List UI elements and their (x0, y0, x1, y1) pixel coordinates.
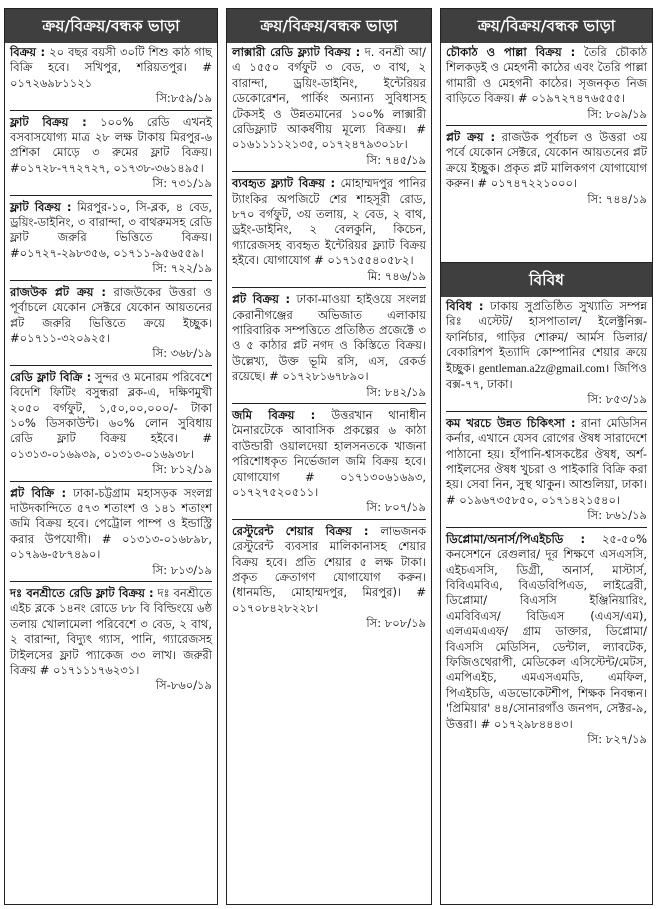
ad-body: ২০ বছর বয়সী ৩০টি শিশু কাঠ গাছ বিক্রি হবে। সখিপুর, শরিয়তপুর। # ০১৭২৬৯৮১১২১ (10, 45, 212, 90)
classified-ad (232, 524, 426, 635)
ad-title: লাক্সারী রেডি ফ্ল্যাট বিক্রয় : (232, 45, 361, 59)
ads-list (227, 43, 431, 635)
ad-ref: সি: ৭৪৪/১৯ (587, 191, 647, 206)
ad-ref: মি: ৭৪৬/১৯ (232, 269, 426, 288)
classified-ad (10, 370, 212, 482)
ad-ref: সি-৮৬০/১৯ (155, 678, 212, 693)
ad-text (10, 586, 212, 678)
ad-ref: সি: ৮১৩/১৯ (10, 563, 212, 582)
ad-text (10, 115, 212, 177)
ad-title: প্লট বিক্রয় : (232, 292, 291, 307)
ad-text (446, 416, 647, 508)
ad-text (446, 299, 647, 392)
column-1 (4, 8, 218, 905)
ad-body: মিরপুর-১০, সি-ব্লক, ৪ বেড, ড্রয়িং-ডাইনিং, ৩ বারান্দা, ৩ বাথরুমসহ রেডি ফ্লাট জরুরি ভিত্তিতে বিক্রয়। #০১৭২৭-২৯৮৩৫৬, ০১৭১১-৯৫৬৫৫৯। (10, 199, 213, 260)
ad-ref: সি: ৮০৯/১৯ (446, 107, 647, 126)
ad-text (232, 292, 426, 384)
classified-ad (10, 586, 212, 697)
ad-ref: সি: ৭৩১/১৯ (10, 176, 212, 195)
ad-title: রাজউক প্লট ক্রয় : (10, 284, 106, 299)
ad-body-cont: জিপিও বক্স-৭৭, ঢাকা। (446, 360, 647, 392)
classified-ad (232, 45, 426, 172)
ad-title: কম খরচে উন্নত চিকিৎসা : (446, 415, 576, 430)
column-3 (440, 8, 653, 288)
ad-ref: সি:৮৫৯/১৯ (10, 91, 212, 110)
ad-body: ঢাকা-মাওয়া হাইওয়ে সংলগ্ন কেরানীগঞ্জের অভিজাত এলাকায় পারিবারিক সম্পত্তিতে প্রতিষ্ঠিত প্রজেক্টে ৩ ও ৫ কাঠার প্লট নগদ ও কিস্তিতে বিক্রয়। উল্লেখ্য, উক্ত ভূমি রসি, এস, রেকর্ড রয়েছে। # ০১৭২৮১৬৭৮৯০। (232, 292, 427, 384)
ad-ref: সি: ৮৫৩/১৯ (446, 392, 647, 411)
ad-body: ১০০% রেডি এখনই বসবাসযোগ্য মাত্র ২৮ লক্ষ টাকায় মিরপুর-৬ প্রশিকা মোড়ে ৩ রুমের ফ্লাট বিক্রয়। #০১৭২৮-৭৭২৭২৭, ০১৭৩৮-৩৬১৪৯৫। (10, 114, 212, 175)
ad-body: রানা মেডিসিন কর্নার, এখানে যেসব রোগের ঔষধ সারাদেশে পাঠানো হয়। হাঁপানি-শ্বাসকষ্টের ঔষধ, অর্শ-পাইলসের ঔষধ খুচরা ও পাইকারি বিক্রি করা হয়। সেবা নিন, সুস্থ থাকুন। আশুলিয়া, ঢাকা। # ০১৯৬৭৩৫৮৫০, ০১৭১৪২১৫৪০। (446, 415, 647, 507)
ads-list (441, 43, 652, 210)
ad-text (232, 408, 426, 500)
ad-ref: সি: ৮০৮/১৯ (366, 616, 426, 631)
classified-ad (232, 292, 426, 404)
ad-text (232, 176, 426, 268)
ad-title: দঃ বনশ্রীতে রেডি ফ্লাট বিক্রয় : (10, 586, 154, 600)
ads-list (5, 43, 217, 697)
ad-body: রাজউক পূর্বাচল ও উত্তরা ৩য় পর্বে যেকোন সেক্টরে, যেকোন আয়তনের প্লট ক্রয়ে ইচ্ছুক। প্রকৃত প্লট মালিকগণ যোগাযোগ করুন। # ০১৭৪৭২২১০০০। (446, 130, 647, 191)
classified-ad (10, 486, 212, 582)
ad-ref: সি: ৮১২/১৯ (10, 462, 212, 481)
classified-ad (232, 176, 426, 288)
ad-body: ঢাকায় সুপ্রতিষ্ঠিত সুখ্যাতি সম্পন্ন রিঃ এস্টেট/ হাসপাতাল/ ইলেক্ট্রনিক্স-ফার্নিচার, গাড়ির শোরুম/ আর্মস ডিলার/ বেকারিশপ ইত্যাদি কোম্পানির শেয়ার ক্রয়ে ইচ্ছুক। (446, 299, 647, 375)
classified-ad (446, 130, 647, 210)
ad-body: লাভজনক রেস্টুরেন্ট ব্যবসার মালিকানাসহ শেয়ার বিক্রয় হবে। প্রতি শেয়ার ৫ লক্ষ টাকা। প্রকৃত ক্রেতাগণ যোগাযোগ করুন। (ধানমন্ডি, মোহাম্মদপুর, মিরপুর)। # ০১৭০৮৪২৮২২৮। (232, 523, 427, 615)
ad-title: প্লট ক্রয় : (446, 130, 496, 145)
ad-ref: সি: ৮৬১/১৯ (446, 508, 647, 527)
classified-ad (446, 416, 647, 528)
ad-text (10, 45, 212, 91)
classified-ad (232, 408, 426, 520)
classified-ad (10, 45, 212, 111)
ad-title: চৌকাঠ ও পাল্লা বিক্রয় : (446, 45, 576, 59)
ad-text (232, 45, 426, 153)
ad-title: জমি বিক্রয় : (232, 407, 316, 422)
classified-ad (446, 299, 647, 412)
ad-body: দঃ বনশ্রীতে এইচ ব্লকে ১৪নং রোডে ৮৮ বি বিল্ডিংয়ে ৬ষ্ঠ তলায় খোলামেলা পরিবেশে ৩ বেড, ২ বাথ, ২ বারান্দা, বিদ্যুৎ গ্যাস, পানি, গ্যারেজসহ টাইলসের ফ্লাট প্যাকেজ ৩৩ লাখ। জরুরী বিক্রয় # ০১৭১১১৭৬২৩১। (10, 586, 213, 678)
column-2 (226, 8, 432, 905)
ad-text (446, 45, 647, 107)
ad-text (10, 486, 212, 563)
ad-title: বিবিধ : (446, 299, 484, 313)
classified-ad (446, 45, 647, 126)
ad-title: প্লট বিক্রি : (10, 485, 67, 500)
ad-body: তৈরি চৌকাঠ শিলকড়ই ও মেহগনী কাঠের এবং তৈরি পাল্লা গামারী ও মেহগনী কাঠের। সৃজনকৃত নিজ বাড়িতে বিক্রয়। # ০১৯৭২৭৪৭৬৫৫৫। (446, 45, 647, 106)
ad-text (446, 532, 647, 732)
ad-title: ব্যবহৃত ফ্ল্যাট বিক্রয় : (232, 176, 336, 191)
column-miscellaneous (440, 262, 653, 905)
classified-ad (446, 532, 647, 751)
ad-title: ডিপ্লোমা/অনার্স/পিএইচডি : (446, 531, 586, 546)
ad-body: উত্তরখান থানাধীন মৈনারটেকে আবাসিক প্রকল্পের ৬ কাঠা বাউন্ডারী ওয়ালদেয়া হালসনতকে খাজনা পরিশোধকৃত নির্ভেজাল জমি বিক্রয় হবে। যোগাযোগ # ০১৭১৩০৬১৬৯৩, ০১৭২৭৫২০৫১১। (232, 407, 426, 499)
ad-ref: সি: ৮০৭/১৯ (232, 500, 426, 519)
section-header: ক্রয়/বিক্রয়/বন্ধক ভাড়া (5, 9, 217, 43)
ad-ref: সি: ৩৬৮/১৯ (10, 346, 212, 365)
ad-ref: সি: ৭২২/১৯ (10, 261, 212, 280)
section-header: ক্রয়/বিক্রয়/বন্ধক ভাড়া (441, 9, 652, 43)
ad-body: ঢাকা-চট্টগ্রাম মহাসড়ক সংলগ্ন দাউদকান্দিতে ৫৭৩ শতাংশ ও ১৪১ শতাংশ জমি বিক্রয় হবে। পেট্রোল পাম্প ও ইন্ডাস্ট্রি করার উপযোগী। # ০১৩১৩-০১৬৮৯৮, ০১৭৯৬-৫৮৭৪৯০। (10, 485, 212, 562)
ad-text (10, 200, 212, 262)
classified-ad (10, 285, 212, 366)
ads-list (441, 297, 652, 750)
ad-ref: সি: ৮২৭/১৯ (587, 731, 647, 746)
ad-text (10, 370, 212, 462)
ad-ref: সি: ৭৪৫/১৯ (232, 153, 426, 172)
ad-title: রেডি ফ্লাট বিক্রি : (10, 369, 92, 384)
classified-ad (10, 115, 212, 196)
classified-ad (10, 200, 212, 281)
ad-body: ২৫-৫০% কনসেশনে রেগুলার/ দূর শিক্ষণে এসএসসি, এইচএসসি, ডিগ্রী, অনার্স, মাস্টার্স, বিবিএমবিএ, বিএডবিপিএড, লাইব্রেরী, ডিপ্লোমা/ বিএসসি ইঞ্জিনিয়ারিং, এমবিবিএস/ বিডিএস (এএস/এম), এলএমএএফ/ গ্রাম ডাক্তার, ডিপ্লোমা/ বিএসসি মেডিসিন, ডেন্টাল, ল্যাবটেক, ফিজিওথেরাপী, মেডিকেল এসিস্টেন্ট/মেটস, এমপিএইচ, এমএসএমডি, এমফিল, পিএইচডি, এডভোকেটশীপ, শিক্ষক নিবন্ধন। 'প্রিমিয়ার' ৪৪/সোনারগাঁও জনপদ, সেক্টর-৯, উত্তরা। # ০১৭২৯৮৪৪৪৩। (446, 531, 647, 731)
ad-text (10, 285, 212, 347)
section-header: ক্রয়/বিক্রয়/বন্ধক ভাড়া (227, 9, 431, 43)
email-link[interactable]: gentleman.a2z@gmail.com। (475, 362, 610, 375)
ad-body: মোহাম্মদপুর পানির ট্যাংকির অপজিটে শের শাহসূরী রোড, ৮৭০ বর্গফুট, ৩য় তলায়, ২ বেড, ২ বাথ, ড্রইং-ডাইনিং, ২ বেলকুনি, কিচেন, গ্যারেজসহ ব্যবহৃত ইন্টেরিয়র ফ্ল্যাট বিক্রয় হইবে। যোগাযোগ # ০১৭১৫৫৪০৫৮২। (232, 176, 426, 268)
ad-title: ফ্লাট বিক্রয় : (10, 199, 72, 214)
ad-body: সুন্দর ও মনোরম পরিবেশে বিদেশি ফিটিং বসুন্ধরা ব্লক-এ, দক্ষিণমুখী ২০৫০ বর্গফুট, ১,৫০,০০,০০০/- টাকা ১০% ডিসকাউন্ট। ৬০% লোন সুবিধায় রেডি ফ্লাট বিক্রয় হইবে। # ০১৩১৩-০১৬৯৩৯, ০১৩১৩-০১৬৯৩৮। (10, 369, 212, 461)
ad-title: বিক্রয় : (10, 45, 46, 59)
ad-ref: সি: ৮৪২/১৯ (232, 385, 426, 404)
ad-body: দ. বনশ্রী আ/এ ১৫৫০ বর্গফুট ৩ বেড, ৩ বাথ, ২ বারান্দা, ড্রয়িং-ডাইনিং, ইন্টেরিয়র ডেকোরেশন, পার্কিং অন্যান্য সুবিধাসহ টেকসই ও উন্নতমানের ১০০% লাক্সারী রেডিফ্ল্যাট আকর্ষণীয় মূল্যে বিক্রয়। # ০১৬১১১১২১৩৫, ০১৭২৪৭৯৩০১৮। (232, 45, 426, 152)
ad-title: ফ্লাট বিক্রয় : (10, 114, 87, 129)
ad-body: রাজউকের উত্তরা ও পূর্বাচলে যেকোন সেক্টরে যেকোন আয়তনের প্লট জরুরি ভিত্তিতে ক্রয়ে ইচ্ছুক। #০১৭১১-৩২০৯২৫। (10, 284, 212, 345)
ad-text (232, 524, 426, 616)
section-header: বিবিধ (441, 263, 652, 297)
ad-title: রেস্টুরেন্ট শেয়ার বিক্রয় : (232, 523, 369, 538)
ad-text (446, 130, 647, 192)
